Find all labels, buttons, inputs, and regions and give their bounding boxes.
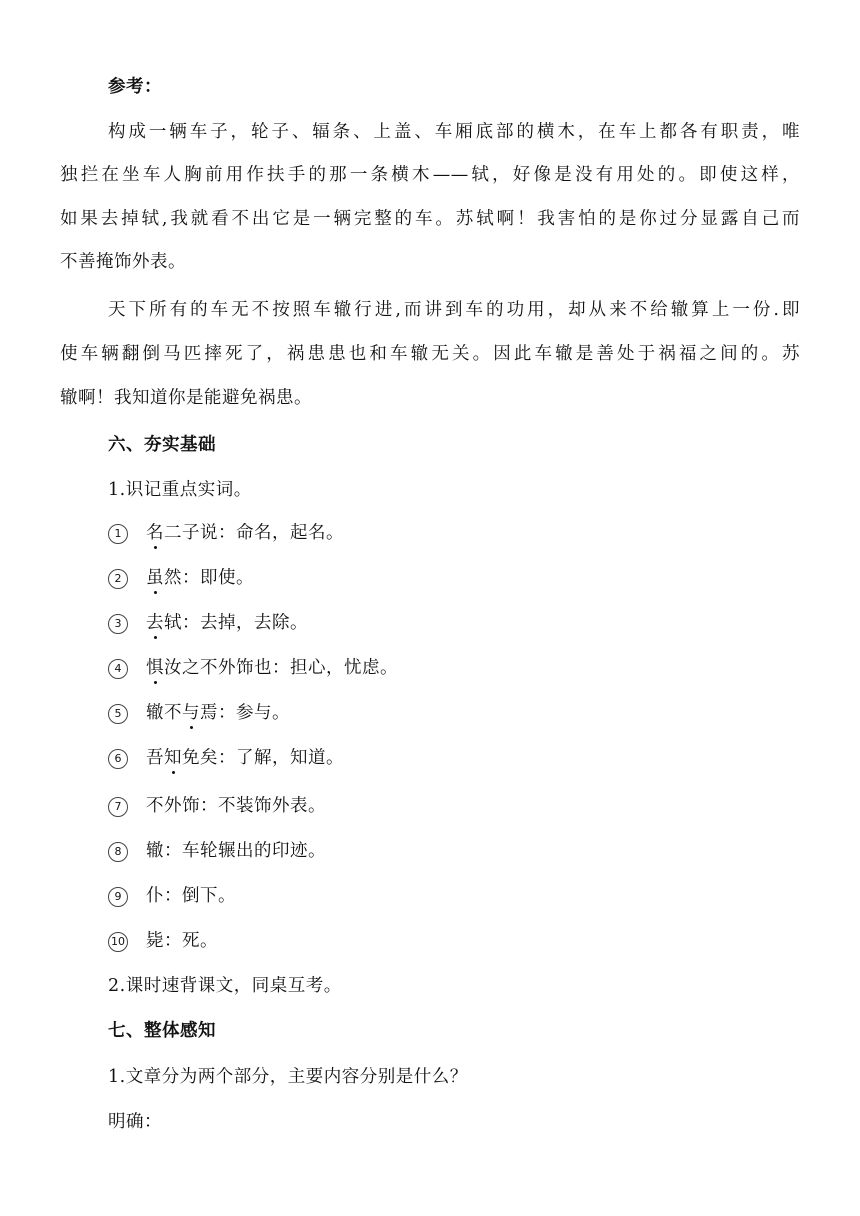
vocab-item-8: 8 辙：车轮辗出的印迹。: [108, 839, 326, 863]
reference-paragraph-1-line-4: 不善掩饰外表。: [60, 252, 186, 272]
emphasis-dot-char: 去: [146, 613, 164, 633]
section-7-question-1: 1.文章分为两个部分，主要内容分别是什么？: [108, 1067, 468, 1087]
item-number-badge: 4: [108, 659, 128, 679]
reference-paragraph-1-line-2: 独拦在坐车人胸前用作扶手的那一条横木——轼，好像是没有用处的。即使这样，: [60, 165, 800, 185]
vocab-item-1: 1 名二子说：命名，起名。: [108, 521, 344, 545]
section-7-heading: 七、整体感知: [108, 1021, 216, 1041]
reference-paragraph-1-line-1: 构成一辆车子，轮子、辐条、上盖、车厢底部的横木，在车上都各有职责，唯: [108, 122, 800, 142]
emphasis-dot-char: 知: [164, 748, 182, 768]
item-number-badge: 6: [108, 749, 128, 769]
reference-paragraph-2-line-3: 辙啊！我知道你是能避免祸患。: [60, 388, 312, 408]
vocab-item-3: 3 去轼：去掉，去除。: [108, 611, 308, 635]
emphasis-dot-char: 虽: [146, 568, 164, 588]
item-number-badge: 7: [108, 797, 128, 817]
reference-paragraph-2-line-2: 使车辆翻倒马匹摔死了，祸患患也和车辙无关。因此车辙是善处于祸福之间的。苏: [60, 344, 800, 364]
vocab-item-4: 4 惧汝之不外饰也：担心，忧虑。: [108, 656, 398, 680]
vocab-item-5: 5 辙不与焉：参与。: [108, 701, 290, 725]
vocab-item-2: 2 虽然：即使。: [108, 566, 254, 590]
item-number-badge: 1: [108, 524, 128, 544]
item-number-badge: 10: [108, 932, 128, 952]
section-6-subheading-2: 2.课时速背课文，同桌互考。: [108, 976, 342, 996]
vocab-item-6: 6 吾知免矣：了解，知道。: [108, 746, 344, 770]
emphasis-dot-char: 与: [182, 703, 200, 723]
vocab-item-9: 9 仆：倒下。: [108, 884, 236, 908]
vocab-item-7: 7 不外饰：不装饰外表。: [108, 794, 326, 818]
item-number-badge: 3: [108, 614, 128, 634]
section-6-heading: 六、夯实基础: [108, 435, 216, 455]
emphasis-dot-char: 惧: [146, 658, 164, 678]
answer-label: 明确：: [108, 1112, 162, 1132]
reference-paragraph-2-line-1: 天下所有的车无不按照车辙行进,而讲到车的功用，却从来不给辙算上一份.即: [108, 300, 800, 320]
item-number-badge: 8: [108, 842, 128, 862]
reference-heading: 参考：: [108, 77, 162, 97]
emphasis-dot-char: 名: [146, 523, 164, 543]
item-number-badge: 2: [108, 569, 128, 589]
section-6-subheading-1: 1.识记重点实词。: [108, 480, 252, 500]
reference-paragraph-1-line-3: 如果去掉轼,我就看不出它是一辆完整的车。苏轼啊！我害怕的是你过分显露自己而: [60, 209, 800, 229]
item-number-badge: 9: [108, 887, 128, 907]
item-number-badge: 5: [108, 704, 128, 724]
vocab-item-10: 10 毙：死。: [108, 929, 218, 953]
